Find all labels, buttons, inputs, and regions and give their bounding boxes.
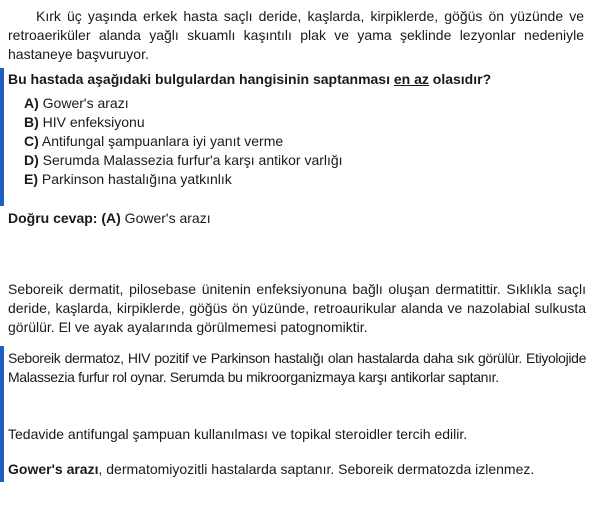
correct-answer-label: Doğru cevap: (A) <box>8 210 121 226</box>
option-text: Gower's arazı <box>42 95 129 111</box>
question-stem: Kırk üç yaşında erkek hasta saçlı deride, kaşlarda, kirpiklerde, göğüs ön yüzünde ve retroaeriküler alanda yağlı skuamlı kaşıntılı plak ve yama şeklinde lezyonlar nedeniyle hastaneye başvuruyor. <box>8 8 584 62</box>
option-letter: D) <box>24 152 39 168</box>
correct-answer-text: Gower's arazı <box>120 210 211 226</box>
explanation-paragraph-4 <box>8 460 586 479</box>
explanation-paragraph-3: Tedavide antifungal şampuan kullanılması ve topikal steroidler tercih edilir. <box>8 426 468 442</box>
option-a[interactable] <box>24 94 584 113</box>
option-text: Antifungal şampuanlara iyi yanıt verme <box>41 133 284 149</box>
question-text-after: olasıdır? <box>428 71 492 87</box>
explanation-paragraph-2: Seboreik dermatoz, HIV pozitif ve Parkinson hastalığı olan hastalarda daha sık görülür. Etiyolojide Malassezia furfur rol oynar. Serumda bu mikroorganizmaya karşı antikorlar saptanır. <box>8 350 586 385</box>
explanation-term: Gower's arazı <box>8 461 99 477</box>
option-letter: E) <box>24 171 38 187</box>
explanation-paragraph-1: Seboreik dermatit, pilosebase ünitenin enfeksiyonuna bağlı oluşan dermatittir. Sıklıkla saçlı deride, kaşlarda, kirpiklerde, göğüs ön yüzünde, retroaurikular alanda ve nazolabial sulkusta görülür. El ve ayak ayalarında görülmemesi patognomiktir. <box>8 281 586 335</box>
option-text: Serumda Malassezia furfur'a karşı antikor varlığı <box>42 152 343 168</box>
question-text-before: Bu hastada aşağıdaki bulgulardan hangisinin saptanması <box>8 71 394 87</box>
option-c[interactable] <box>24 132 584 151</box>
explanation-accent-bar <box>0 346 4 482</box>
option-e[interactable] <box>24 170 584 189</box>
option-b[interactable] <box>24 113 584 132</box>
question-prompt <box>8 70 586 89</box>
explanation-term-text: , dermatomiyozitli hastalarda saptanır. Seboreik dermatozda izlenmez. <box>98 461 535 477</box>
options-list <box>24 94 584 189</box>
option-text: HIV enfeksiyonu <box>42 114 145 130</box>
correct-answer <box>8 209 586 228</box>
option-letter: C) <box>24 133 39 149</box>
option-text: Parkinson hastalığına yatkınlık <box>41 171 232 187</box>
option-letter: B) <box>24 114 39 130</box>
question-emphasis: en az <box>393 71 429 87</box>
option-d[interactable] <box>24 151 584 170</box>
option-letter: A) <box>24 95 39 111</box>
question-accent-bar <box>0 68 4 206</box>
